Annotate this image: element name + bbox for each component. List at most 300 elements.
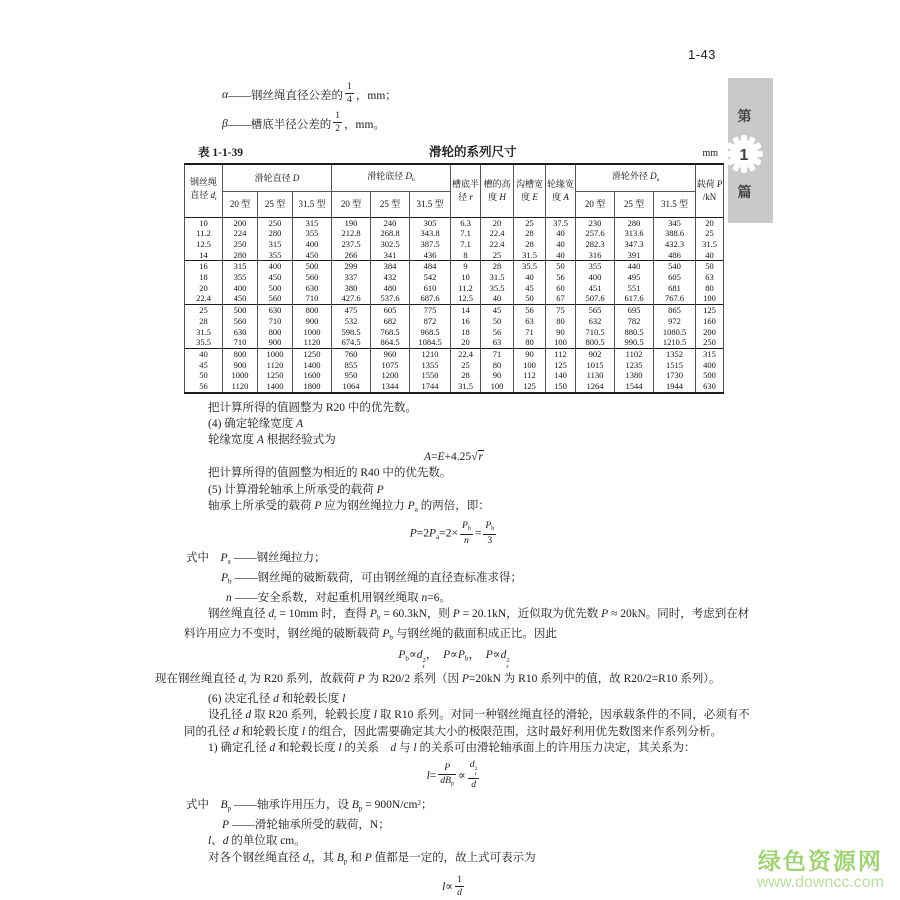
table-cell: 475 [332, 305, 371, 316]
table-cell: 257.6 [576, 228, 615, 239]
formula-hub-length: l= $\frac{P}{dB_p}$ ∝ d 2 r d [426, 758, 478, 791]
table-row [185, 293, 724, 304]
table-cell: 1515 [654, 360, 696, 371]
paragraph: 轮缘宽度 A 根据经验式为 [208, 434, 336, 447]
table-cell: 565 [576, 305, 615, 316]
table-row [185, 305, 724, 316]
table-cell: 315 [223, 261, 258, 272]
symbol-definition: 式中 $B_p$ ——轴承许用压力，设 $B_p = 900N/cm^2$； [186, 799, 433, 813]
table-cell: 855 [332, 360, 371, 371]
table-cell: 990.5 [615, 337, 654, 348]
table-cell: 560 [293, 272, 332, 283]
table-cell: 37.5 [546, 217, 576, 228]
table-cell: 1102 [615, 348, 654, 359]
subcol-type-25: 25 型 [258, 191, 293, 217]
table-cell: 341 [371, 250, 410, 261]
paragraph: 同的孔径 d 和轮毂长度 l 的组合，因此需要确定其大小的极限范围，这时最好利用优先数图来作系列分析。 [184, 725, 722, 738]
table-cell: 1600 [293, 370, 332, 381]
table-cell: 8 [451, 250, 481, 261]
table-row [185, 370, 724, 381]
table-cell: 230 [576, 217, 615, 228]
table-cell: 28 [185, 316, 223, 327]
table-cell: 305 [410, 217, 451, 228]
table-row [185, 228, 724, 239]
table-cell: 315 [258, 239, 293, 250]
table-cell: 1250 [293, 348, 332, 359]
table-cell: 451 [576, 283, 615, 294]
table-cell: 80 [696, 283, 724, 294]
table-cell: 45 [481, 305, 514, 316]
table-cell: 800 [293, 305, 332, 316]
table-cell: 266 [332, 250, 371, 261]
paragraph: 现在钢丝绳直径 $d_r$ 为 R20 系列，故载荷 P 为 R20/2 系列（因 P=20kN 为 R10 系列中的值，故 R20/2=R10 系列）。 [155, 673, 721, 687]
table-cell: 800 [258, 327, 293, 338]
subcol-type-20: 20 型 [223, 191, 258, 217]
table-cell: 1120 [223, 381, 258, 393]
table-cell: 400 [696, 360, 724, 371]
table-cell: 1352 [654, 348, 696, 359]
table-cell: 900 [293, 316, 332, 327]
table-cell: 900 [223, 360, 258, 371]
table-cell: 630 [258, 305, 293, 316]
table-cell: 450 [223, 293, 258, 304]
chapter-tab [728, 78, 773, 223]
table-cell: 532 [332, 316, 371, 327]
table-cell: 610 [410, 283, 451, 294]
table-cell: 315 [696, 348, 724, 359]
table-cell: 22.4 [185, 293, 223, 304]
table-cell: 391 [615, 250, 654, 261]
table-cell: 16 [451, 316, 481, 327]
table-cell: 10 [185, 217, 223, 228]
table-cell: 302.5 [371, 239, 410, 250]
table-cell: 100 [481, 381, 514, 393]
table-cell: 28 [451, 370, 481, 381]
table-cell: 710 [258, 316, 293, 327]
table-cell: 432.3 [654, 239, 696, 250]
table-cell: 865 [654, 305, 696, 316]
table-cell: 67 [546, 293, 576, 304]
table-cell: 40 [185, 348, 223, 359]
paragraph: l、d 的单位取 cm。 [208, 835, 306, 848]
table-cell: 450 [293, 250, 332, 261]
chapter-tab-top-label: 第 [737, 108, 752, 124]
table-cell: 1264 [576, 381, 615, 393]
paragraph: 1) 确定孔径 d 和轮毂长度 l 的关系 d 与 l 的关系可由滑轮轴承面上的许用压力决定，其关系为： [208, 741, 696, 754]
table-cell: 1550 [410, 370, 451, 381]
table-cell: 40 [696, 250, 724, 261]
table-cell: 880.5 [615, 327, 654, 338]
table-cell: 500 [696, 370, 724, 381]
table-row [185, 381, 724, 393]
table-cell: 71 [514, 327, 546, 338]
table-cell: 432 [371, 272, 410, 283]
formula-rim-width: A=E+4.25√r [424, 451, 483, 464]
table-cell: 112 [514, 370, 546, 381]
table-cell: 1064 [332, 381, 371, 393]
table-cell: 75 [546, 305, 576, 316]
table-row [185, 217, 724, 228]
table-cell: 950 [332, 370, 371, 381]
table-cell: 500 [293, 261, 332, 272]
table-cell: 1075 [371, 360, 410, 371]
table-cell: 140 [546, 370, 576, 381]
table-cell: 25 [185, 305, 223, 316]
table-cell: 18 [451, 327, 481, 338]
table-cell: 280 [223, 250, 258, 261]
table-cell: 25 [451, 360, 481, 371]
table-cell: 560 [258, 293, 293, 304]
table-cell: 14 [185, 250, 223, 261]
col-group-outer-diameter: 滑轮外径 $D_a$ [576, 164, 696, 191]
subcol-type-31-5: 31.5 型 [654, 191, 696, 217]
table-cell: 25 [514, 217, 546, 228]
table-cell: 1380 [615, 370, 654, 381]
table-cell: 35.5 [185, 337, 223, 348]
table-cell: 299 [332, 261, 371, 272]
table-cell: 495 [615, 272, 654, 283]
table-cell: 63 [514, 316, 546, 327]
table-cell: 45 [514, 283, 546, 294]
table-cell: 20 [696, 217, 724, 228]
table-cell: 20 [481, 217, 514, 228]
table-body [185, 217, 724, 393]
table-cell: 35.5 [514, 261, 546, 272]
table-cell: 537.6 [371, 293, 410, 304]
table-cell: 1744 [410, 381, 451, 393]
table-cell: 90 [546, 327, 576, 338]
table-row [185, 272, 724, 283]
table-cell: 632 [576, 316, 615, 327]
pulley-dimension-table [184, 163, 724, 394]
table-cell: 486 [654, 250, 696, 261]
table-cell: 90 [514, 348, 546, 359]
table-cell: 20 [451, 337, 481, 348]
subcol-type-31-5: 31.5 型 [293, 191, 332, 217]
table-cell: 11.2 [451, 283, 481, 294]
table-cell: 224 [223, 228, 258, 239]
gear-icon [724, 134, 764, 174]
watermark-site-name: 绿色资源网 [757, 848, 883, 875]
table-cell: 710 [223, 337, 258, 348]
paragraph: 对各个钢丝绳直径 $d_r$，其 $B_p$ 和 P 值都是一定的，故上式可表示为 [208, 851, 536, 865]
table-cell: 250 [258, 217, 293, 228]
section-5-heading: (5) 计算滑轮轴承上所承受的载荷 P [208, 483, 384, 496]
table-cell: 7.1 [451, 239, 481, 250]
table-cell: 56 [481, 327, 514, 338]
table-cell: 605 [654, 272, 696, 283]
table-cell: 28 [481, 261, 514, 272]
table-cell: 500 [258, 283, 293, 294]
table-cell: 60 [546, 283, 576, 294]
table-cell: 1944 [654, 381, 696, 393]
table-cell: 160 [696, 316, 724, 327]
table-cell: 280 [258, 228, 293, 239]
table-cell: 80 [481, 360, 514, 371]
table-cell: 316 [576, 250, 615, 261]
table-cell: 1084.5 [410, 337, 451, 348]
table-cell: 50 [546, 261, 576, 272]
table-cell: 25 [696, 228, 724, 239]
paragraph: 轴承上所承受的载荷 P 应为钢丝绳拉力 $P_a$ 的两倍，即： [208, 499, 490, 514]
col-groove-width: 沟槽宽 度 E [514, 164, 546, 217]
table-cell: 250 [223, 239, 258, 250]
table-cell: 50 [481, 316, 514, 327]
table-cell: 710.5 [576, 327, 615, 338]
table-cell: 315 [293, 217, 332, 228]
table-row [185, 337, 724, 348]
symbol-definition: $P_b$ ——钢丝绳的破断载荷，可由钢丝绳的直径查标准求得； [221, 572, 522, 586]
table-cell: 1355 [410, 360, 451, 371]
table-cell: 1015 [576, 360, 615, 371]
symbol-definition: 式中 $P_a$ ——钢丝绳拉力； [186, 552, 326, 566]
table-row [185, 239, 724, 250]
table-cell: 1344 [371, 381, 410, 393]
table-cell: 10 [451, 272, 481, 283]
table-cell: 972 [654, 316, 696, 327]
table-cell: 872 [410, 316, 451, 327]
table-cell: 968.5 [410, 327, 451, 338]
table-cell: 200 [223, 217, 258, 228]
symbol-definition: P ——滑轮轴承所受的载荷，N； [222, 819, 390, 832]
table-cell: 768.5 [371, 327, 410, 338]
subcol-type-20: 20 型 [576, 191, 615, 217]
col-rope-diameter: 钢丝绳 直径 $d_r$ [185, 164, 223, 217]
table-row [185, 250, 724, 261]
paragraph: 料许用应力不变时，钢丝绳的破断载荷 $P_b$ 与钢丝绳的截面积成正比。因此 [184, 627, 557, 642]
table-cell: 28 [514, 228, 546, 239]
table-cell: 1120 [258, 360, 293, 371]
subcol-type-31-5: 31.5 型 [410, 191, 451, 217]
table-cell: 50 [696, 261, 724, 272]
body-text [155, 400, 750, 899]
table-cell: 1000 [258, 348, 293, 359]
table-cell: 280 [615, 217, 654, 228]
table-cell: 63 [696, 272, 724, 283]
formula-proportionality: $P_b\propto d$ 2 r ， $P\propto P_b$， P∝d 2 r [398, 649, 510, 671]
table-cell: 1210.5 [654, 337, 696, 348]
table-cell: 507.6 [576, 293, 615, 304]
table-cell: 400 [576, 272, 615, 283]
table-cell: 337 [332, 272, 371, 283]
table-cell: 605 [371, 305, 410, 316]
table-cell: 388.6 [654, 228, 696, 239]
table-cell: 282.3 [576, 239, 615, 250]
table-cell: 560 [223, 316, 258, 327]
table-cell: 240 [371, 217, 410, 228]
table-cell: 268.8 [371, 228, 410, 239]
table-row [185, 283, 724, 294]
chapter-tab-bottom-label: 篇 [737, 184, 752, 200]
table-cell: 1200 [371, 370, 410, 381]
table-cell: 450 [258, 272, 293, 283]
table-cell: 800 [223, 348, 258, 359]
table-cell: 480 [371, 283, 410, 294]
table-cell: 1400 [293, 360, 332, 371]
table-cell: 380 [332, 283, 371, 294]
table-cell: 355 [258, 250, 293, 261]
table-cell: 1210 [410, 348, 451, 359]
table-cell: 237.5 [332, 239, 371, 250]
table-cell: 355 [223, 272, 258, 283]
table-cell: 16 [185, 261, 223, 272]
table-cell: 45 [185, 360, 223, 371]
table-title: 滑轮的系列尺寸 [428, 145, 517, 159]
table-cell: 343.8 [410, 228, 451, 239]
formula-l-inverse-d: l∝ $\frac{1}{d}$ [442, 874, 462, 899]
table-cell: 100 [546, 337, 576, 348]
table-cell: 190 [332, 217, 371, 228]
table-cell: 25 [481, 250, 514, 261]
table-cell: 40 [514, 272, 546, 283]
table-cell: 31.5 [481, 272, 514, 283]
table-cell: 387.5 [410, 239, 451, 250]
table-cell: 674.5 [332, 337, 371, 348]
table-caption [184, 142, 724, 160]
beta-definition: β ——槽底半径公差的 $\frac{1}{2}$ ，mm。 [222, 110, 385, 134]
table-cell: 617.6 [615, 293, 654, 304]
page-content [155, 80, 750, 899]
table-cell: 1250 [258, 370, 293, 381]
table-cell: 56 [514, 305, 546, 316]
page-number: 1-43 [688, 47, 717, 62]
table-cell: 35.5 [481, 283, 514, 294]
table-cell: 1130 [576, 370, 615, 381]
table-cell: 12.5 [185, 239, 223, 250]
paragraph: 设孔径 d 取 R20 系列，轮毂长度 l 取 R10 系列。对同一种钢丝绳直径的滑轮，因承载条件的不同，必须有不 [208, 709, 750, 722]
table-cell: 50 [514, 293, 546, 304]
col-rim-width: 轮缘宽 度 A [546, 164, 576, 217]
table-cell: 50 [185, 370, 223, 381]
table-cell: 542 [410, 272, 451, 283]
watermark [757, 849, 884, 892]
section-4-heading: (4) 确定轮缘宽度 A [208, 417, 304, 430]
table-cell: 682 [371, 316, 410, 327]
table-cell: 864.5 [371, 337, 410, 348]
paragraph: 钢丝绳直径 $d_r = 10mm$ 时，查得 $P_b = 60.3kN$，则 P = 20.1kN，近似取为优先数 P ≈ 20kN。同时，考虑到在材 [208, 608, 750, 622]
table-cell: 345 [654, 217, 696, 228]
table-cell: 436 [410, 250, 451, 261]
table-cell: 1080.5 [654, 327, 696, 338]
table-cell: 782 [615, 316, 654, 327]
table-cell: 960 [371, 348, 410, 359]
table-cell: 18 [185, 272, 223, 283]
table-cell: 400 [293, 239, 332, 250]
table-cell: 551 [615, 283, 654, 294]
table-cell: 80 [514, 337, 546, 348]
table-cell: 540 [654, 261, 696, 272]
table-cell: 484 [410, 261, 451, 272]
table-label: 表 1-1-39 [198, 147, 244, 159]
table-cell: 775 [410, 305, 451, 316]
paragraph: 把计算所得的值圆整为 R20 中的优先数。 [208, 401, 417, 414]
table-cell: 1235 [615, 360, 654, 371]
table-cell: 63 [481, 337, 514, 348]
table-cell: 40 [546, 250, 576, 261]
table-cell: 28 [514, 239, 546, 250]
table-row [185, 261, 724, 272]
table-cell: 710 [293, 293, 332, 304]
table-cell: 355 [576, 261, 615, 272]
symbol-definition: n ——安全系数，对起重机用钢丝绳取 n=6。 [226, 591, 451, 604]
table-cell: 20 [185, 283, 223, 294]
table-cell: 630 [223, 327, 258, 338]
alpha-definition: α ——钢丝绳直径公差的 $\frac{1}{4}$ ，mm； [222, 81, 397, 105]
table-cell: 687.6 [410, 293, 451, 304]
table-cell: 1400 [258, 381, 293, 393]
section-6-heading: (6) 决定孔径 d 和轮毂长度 l [208, 693, 346, 706]
table-cell: 800.5 [576, 337, 615, 348]
table-cell: 630 [696, 381, 724, 393]
table-cell: 125 [546, 360, 576, 371]
table-cell: 12.5 [451, 293, 481, 304]
table-row [185, 348, 724, 359]
table-cell: 681 [654, 283, 696, 294]
col-load: 载荷 P /kN [696, 164, 724, 217]
table-cell: 11.2 [185, 228, 223, 239]
table-cell: 40 [546, 228, 576, 239]
table-cell: 760 [332, 348, 371, 359]
table-cell: 125 [696, 305, 724, 316]
formula-bearing-load: $P=2P_a=2\times$ $\frac{P_b}{n}$ = $\frac{P_b}{3}$ [409, 520, 495, 546]
watermark-site-url: www.downcc.com [756, 874, 884, 892]
table-cell: 355 [293, 228, 332, 239]
table-cell: 90 [481, 370, 514, 381]
table-cell: 100 [514, 360, 546, 371]
paragraph: 把计算所得的值圆整为相近的 R40 中的优先数。 [208, 467, 452, 480]
col-groove-radius: 槽底半 径 r [451, 164, 481, 217]
table-cell: 900 [258, 337, 293, 348]
table-cell: 14 [451, 305, 481, 316]
table-cell: 31.5 [185, 327, 223, 338]
table-row [185, 316, 724, 327]
table-cell: 22.4 [451, 348, 481, 359]
table-cell: 6.3 [451, 217, 481, 228]
subcol-type-25: 25 型 [615, 191, 654, 217]
table-cell: 125 [514, 381, 546, 393]
table-cell: 313.6 [615, 228, 654, 239]
subcol-type-25: 25 型 [371, 191, 410, 217]
table-cell: 400 [258, 261, 293, 272]
table-cell: 400 [223, 283, 258, 294]
table-cell: 250 [696, 337, 724, 348]
table-cell: 1730 [654, 370, 696, 381]
table-cell: 212.8 [332, 228, 371, 239]
table-cell: 384 [371, 261, 410, 272]
table-cell: 500 [223, 305, 258, 316]
table-cell: 31.5 [514, 250, 546, 261]
table-cell: 1544 [615, 381, 654, 393]
col-group-bottom-diameter: 滑轮底径 $D_b$ [332, 164, 451, 191]
table-header [185, 164, 724, 217]
col-group-pulley-diameter: 滑轮直径 D [223, 164, 332, 191]
table-cell: 1800 [293, 381, 332, 393]
table-cell: 598.5 [332, 327, 371, 338]
table-cell: 347.3 [615, 239, 654, 250]
table-cell: 427.6 [332, 293, 371, 304]
table-cell: 200 [696, 327, 724, 338]
table-cell: 1000 [293, 327, 332, 338]
table-cell: 1120 [293, 337, 332, 348]
table-cell: 902 [576, 348, 615, 359]
table-cell: 31.5 [696, 239, 724, 250]
table-cell: 100 [696, 293, 724, 304]
subcol-type-20: 20 型 [332, 191, 371, 217]
col-groove-height: 槽的高 度 H [481, 164, 514, 217]
table-cell: 22.4 [481, 239, 514, 250]
table-cell: 80 [546, 316, 576, 327]
table-cell: 9 [451, 261, 481, 272]
